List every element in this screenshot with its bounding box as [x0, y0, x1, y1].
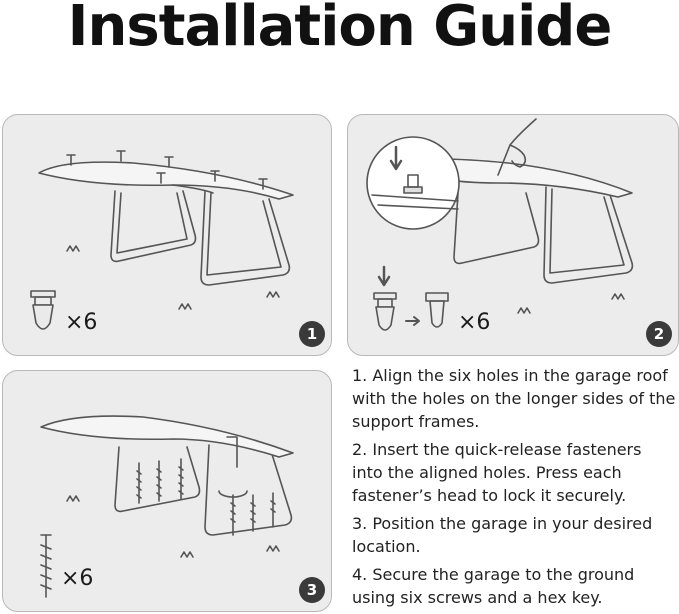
- step-number-badge: 2: [646, 321, 672, 347]
- quick-release-fastener-icon: [374, 267, 448, 330]
- instruction-step-3: 3. Position the garage in your desired location.: [352, 514, 653, 556]
- instruction-step-2: 2. Insert the quick-release fasteners into the aligned holes. Press each fastener’s head to lock it securely.: [352, 440, 642, 505]
- instruction-list: [352, 364, 677, 614]
- step-3-illustration: [3, 371, 331, 611]
- quantity-label: ×6: [458, 310, 491, 335]
- instruction-step-1: 1. Align the six holes in the garage roof with the holes on the longer sides of the support frames.: [352, 366, 676, 431]
- step-number-badge: 1: [299, 321, 325, 347]
- step-1-illustration: [3, 115, 331, 355]
- page-title: Installation Guide: [67, 0, 612, 59]
- quantity-label: ×6: [61, 566, 94, 591]
- instruction-step-4: 4. Secure the garage to the ground using six screws and a hex key.: [352, 565, 635, 607]
- quantity-label: ×6: [65, 310, 98, 335]
- step-number-badge: 3: [299, 577, 325, 603]
- step-2-panel: [347, 114, 679, 356]
- quick-release-fastener-icon: [31, 291, 55, 329]
- step-1-panel: [2, 114, 332, 356]
- ground-screw-icon: [41, 535, 51, 597]
- step-3-panel: [2, 370, 332, 612]
- step-2-illustration: [348, 115, 678, 355]
